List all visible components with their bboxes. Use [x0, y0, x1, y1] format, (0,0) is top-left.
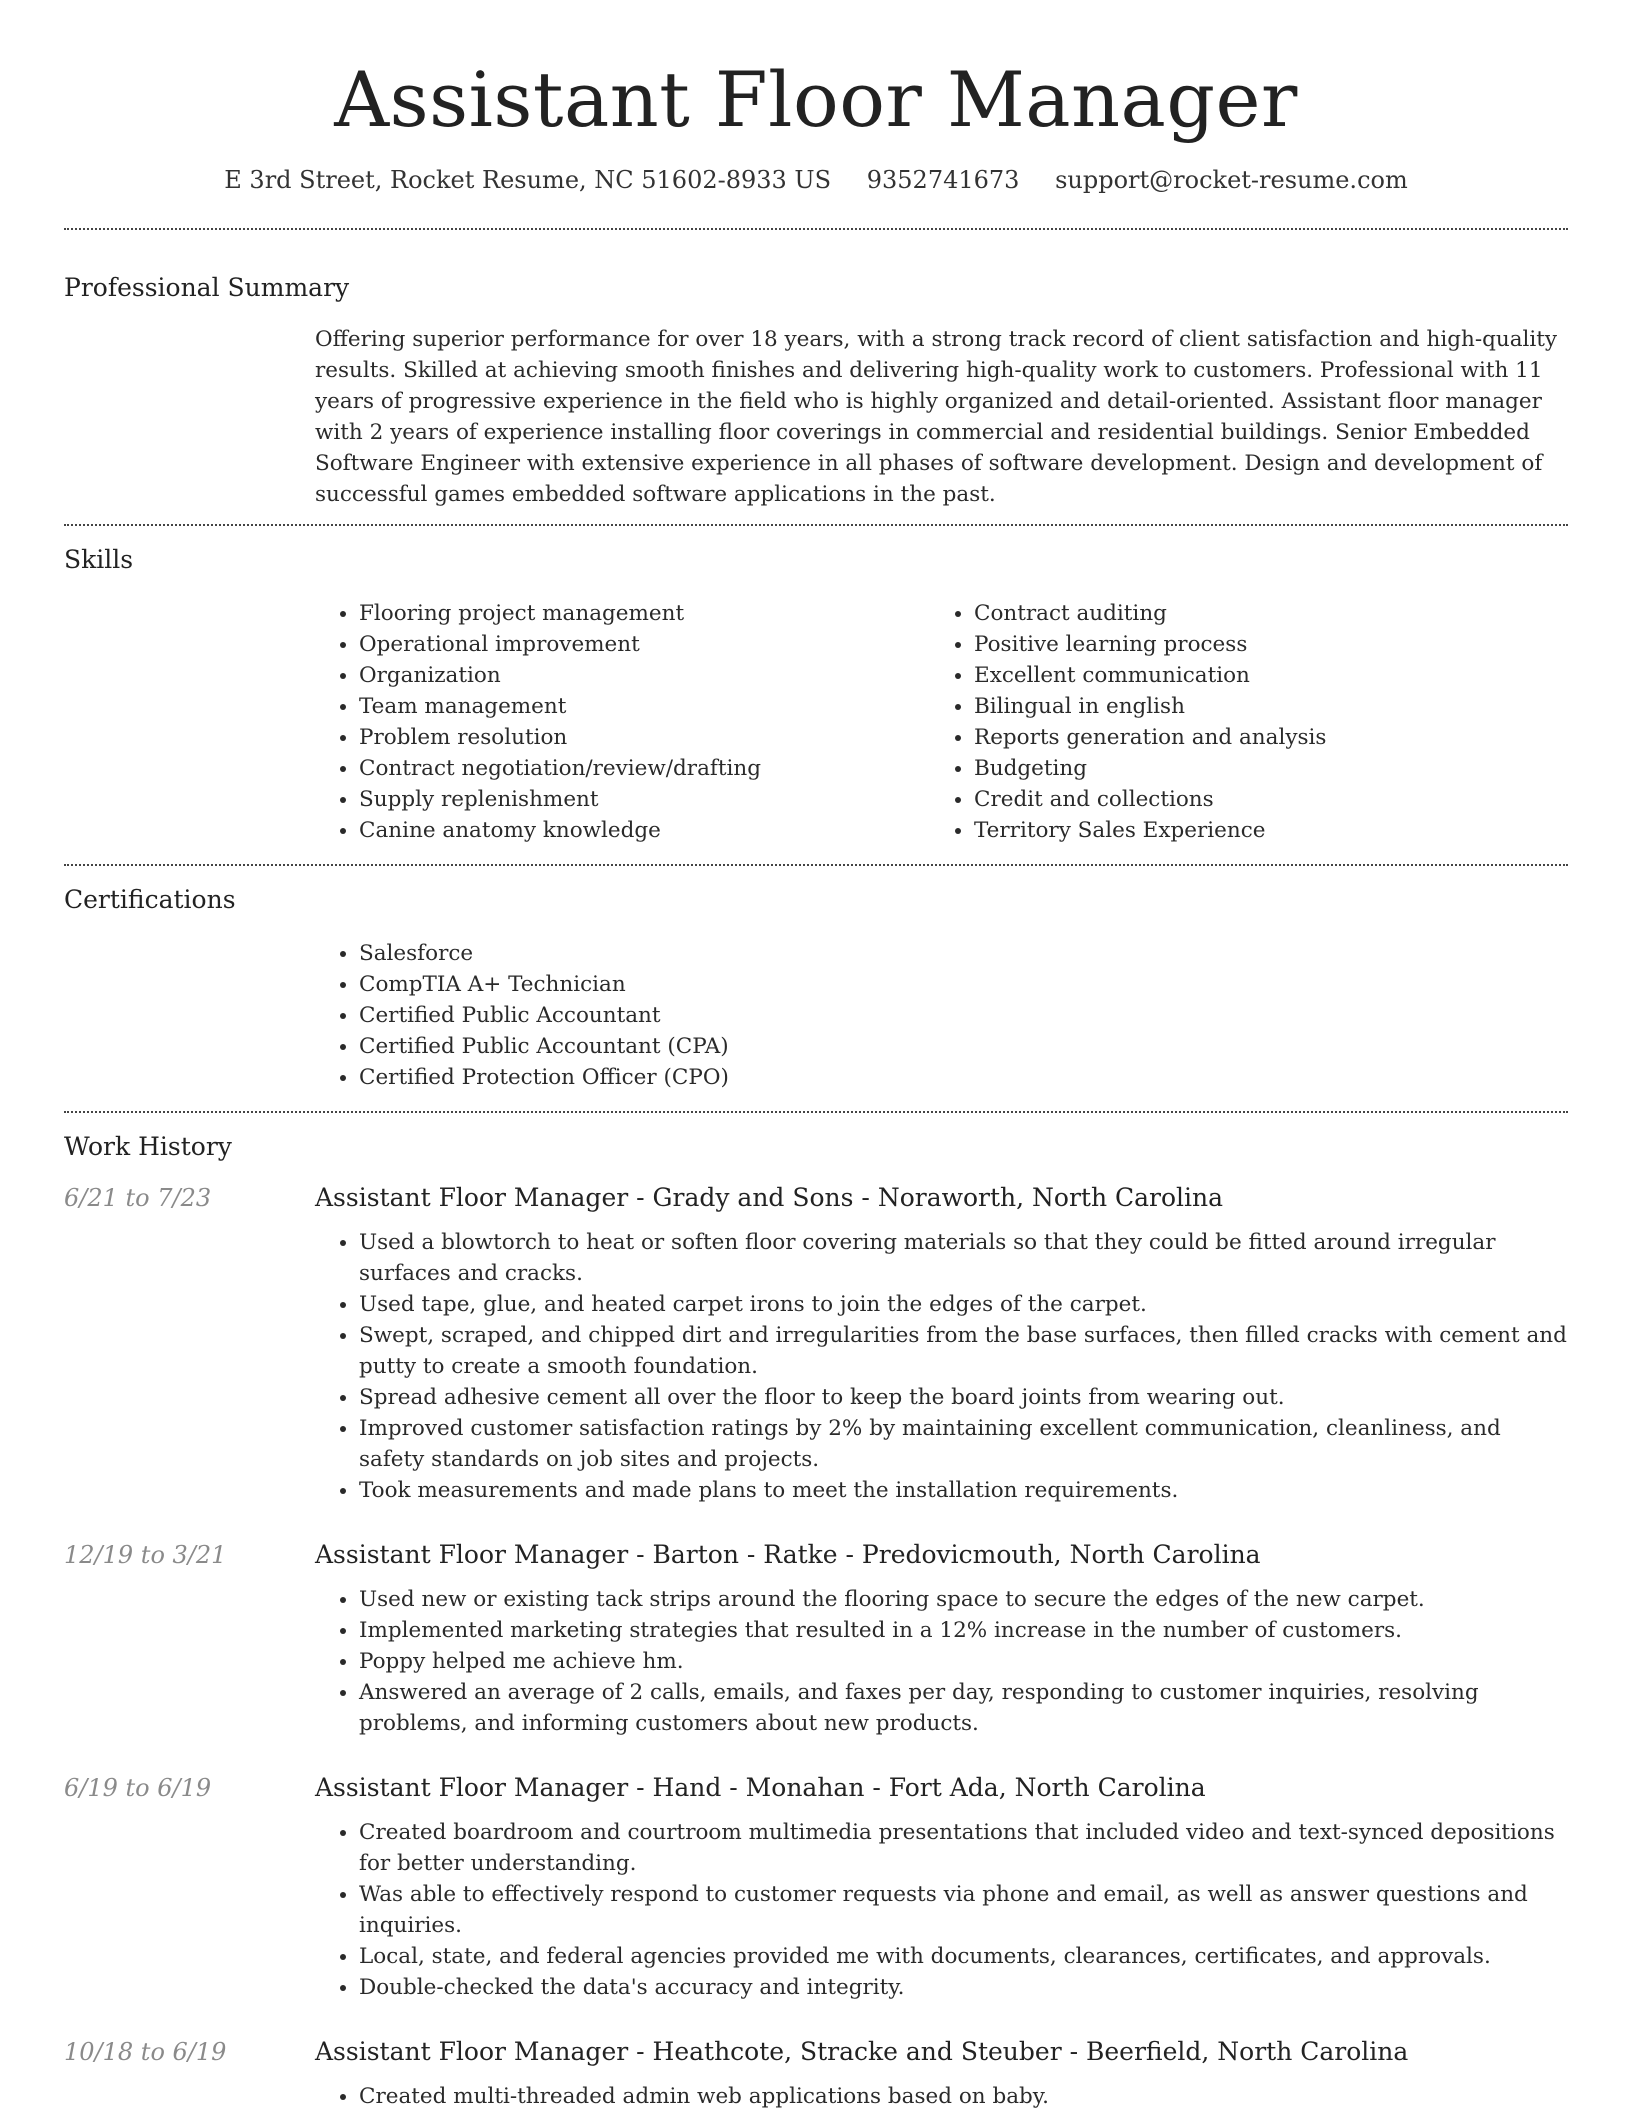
job-details: [315, 1538, 1568, 1739]
skill-item: • Credit and collections: [974, 784, 1545, 815]
skill-item: • Positive learning process: [974, 629, 1545, 660]
job-title: Assistant Floor Manager - Grady and Sons - Noraworth, North Carolina: [315, 1183, 1224, 1212]
job-dates: 12/19 to 3/21: [64, 1541, 227, 1569]
certifications-heading: Certifications: [64, 885, 236, 914]
job-bullet: • Used new or existing tack strips around the flooring space to secure the edges of the new carpet.: [359, 1584, 1568, 1615]
certifications-section: [64, 866, 1568, 1111]
skills-columns: [315, 598, 1568, 864]
job-bullet: • Poppy helped me achieve hm.: [359, 1646, 1568, 1677]
job-entry: [64, 1771, 1568, 2003]
skill-item: • Flooring project management: [359, 598, 930, 629]
skills-column-left: [315, 598, 930, 846]
contact-line: [64, 164, 1568, 196]
summary-text: Offering superior performance for over 18 years, with a strong track record of client satisfaction and high-quality results. Skilled at achieving smooth finishes and delivering high-quality work to customers. Professional with 11 years of progressive experience in the field who is highly organized and detail-oriented. Assistant floor manager with 2 years of experience installing floor coverings in commercial and residential buildings. Senior Embedded Software Engineer with extensive experience in all phases of software development. Design and development of successful games embedded software applications in the past.: [315, 327, 1558, 507]
certification-item: • Certified Public Accountant (CPA): [359, 1031, 1568, 1062]
job-bullet: • Double-checked the data's accuracy and integrity.: [359, 1972, 1568, 2003]
resume-name: Assistant Floor Manager: [334, 55, 1298, 144]
skill-item: • Excellent communication: [974, 660, 1545, 691]
certification-item: • Salesforce: [359, 938, 1568, 969]
summary-heading: Professional Summary: [64, 273, 350, 302]
skill-item: • Team management: [359, 691, 930, 722]
certification-item: • Certified Protection Officer (CPO): [359, 1062, 1568, 1093]
job-entry: [64, 1538, 1568, 1739]
job-details: [315, 1181, 1568, 1506]
job-details: [315, 1771, 1568, 2003]
skills-section: [64, 526, 1568, 864]
job-bullet: • Took measurements and made plans to meet the installation requirements.: [359, 1475, 1568, 1506]
skill-item: • Reports generation and analysis: [974, 722, 1545, 753]
job-dates: 10/18 to 6/19: [64, 2038, 227, 2066]
resume-header: [64, 0, 1568, 196]
skills-column-right: [930, 598, 1545, 846]
job-title: Assistant Floor Manager - Heathcote, Stracke and Steuber - Beerfield, North Carolina: [315, 2037, 1409, 2066]
job-bullet: • Created multi-threaded admin web applications based on baby.: [359, 2081, 1568, 2112]
skill-item: • Contract auditing: [974, 598, 1545, 629]
job-bullet: • Swept, scraped, and chipped dirt and irregularities from the base surfaces, then filled cracks with cement and putty to create a smooth foundation.: [359, 1320, 1568, 1382]
contact-address: E 3rd Street, Rocket Resume, NC 51602-8933 US: [224, 166, 832, 194]
job-bullet: • Spread adhesive cement all over the floor to keep the board joints from wearing out.: [359, 1382, 1568, 1413]
job-entry: [64, 2035, 1568, 2112]
summary-section: [64, 230, 1568, 524]
skill-item: • Supply replenishment: [359, 784, 930, 815]
job-bullet: • Answered an average of 2 calls, emails, and faxes per day, responding to customer inquiries, resolving problems, and informing customers about new products.: [359, 1677, 1568, 1739]
job-bullet: • Created boardroom and courtroom multimedia presentations that included video and text-synced depositions for better understanding.: [359, 1817, 1568, 1879]
skills-heading: Skills: [64, 545, 134, 574]
skill-item: • Bilingual in english: [974, 691, 1545, 722]
skill-item: • Canine anatomy knowledge: [359, 815, 930, 846]
skill-item: • Organization: [359, 660, 930, 691]
skill-item: • Problem resolution: [359, 722, 930, 753]
job-dates: 6/21 to 7/23: [64, 1184, 212, 1212]
job-details: [315, 2035, 1568, 2112]
job-bullet: • Was able to effectively respond to customer requests via phone and email, as well as answer questions and inquiries.: [359, 1879, 1568, 1941]
job-bullet: • Used a blowtorch to heat or soften floor covering materials so that they could be fitted around irregular surfaces and cracks.: [359, 1227, 1568, 1289]
skill-item: • Territory Sales Experience: [974, 815, 1545, 846]
skill-item: • Operational improvement: [359, 629, 930, 660]
certifications-list: [315, 938, 1568, 1111]
job-title: Assistant Floor Manager - Hand - Monahan - Fort Ada, North Carolina: [315, 1773, 1206, 1802]
contact-email: support@rocket-resume.com: [1055, 166, 1408, 194]
skill-item: • Budgeting: [974, 753, 1545, 784]
skill-item: • Contract negotiation/review/drafting: [359, 753, 930, 784]
job-dates: 6/19 to 6/19: [64, 1774, 212, 1802]
job-bullet: • Implemented marketing strategies that resulted in a 12% increase in the number of customers.: [359, 1615, 1568, 1646]
job-entry: [64, 1181, 1568, 1506]
job-title: Assistant Floor Manager - Barton - Ratke - Predovicmouth, North Carolina: [315, 1540, 1261, 1569]
certification-item: • CompTIA A+ Technician: [359, 969, 1568, 1000]
contact-phone: 9352741673: [866, 166, 1020, 194]
job-bullet: • Local, state, and federal agencies provided me with documents, clearances, certificates, and approvals.: [359, 1941, 1568, 1972]
job-bullet: • Improved customer satisfaction ratings by 2% by maintaining excellent communication, cleanliness, and safety standards on job sites and projects.: [359, 1413, 1568, 1475]
work-history-section: [64, 1113, 1568, 2112]
certification-item: • Certified Public Accountant: [359, 1000, 1568, 1031]
job-bullet: • Used tape, glue, and heated carpet irons to join the edges of the carpet.: [359, 1289, 1568, 1320]
work-history-heading: Work History: [64, 1132, 232, 1161]
